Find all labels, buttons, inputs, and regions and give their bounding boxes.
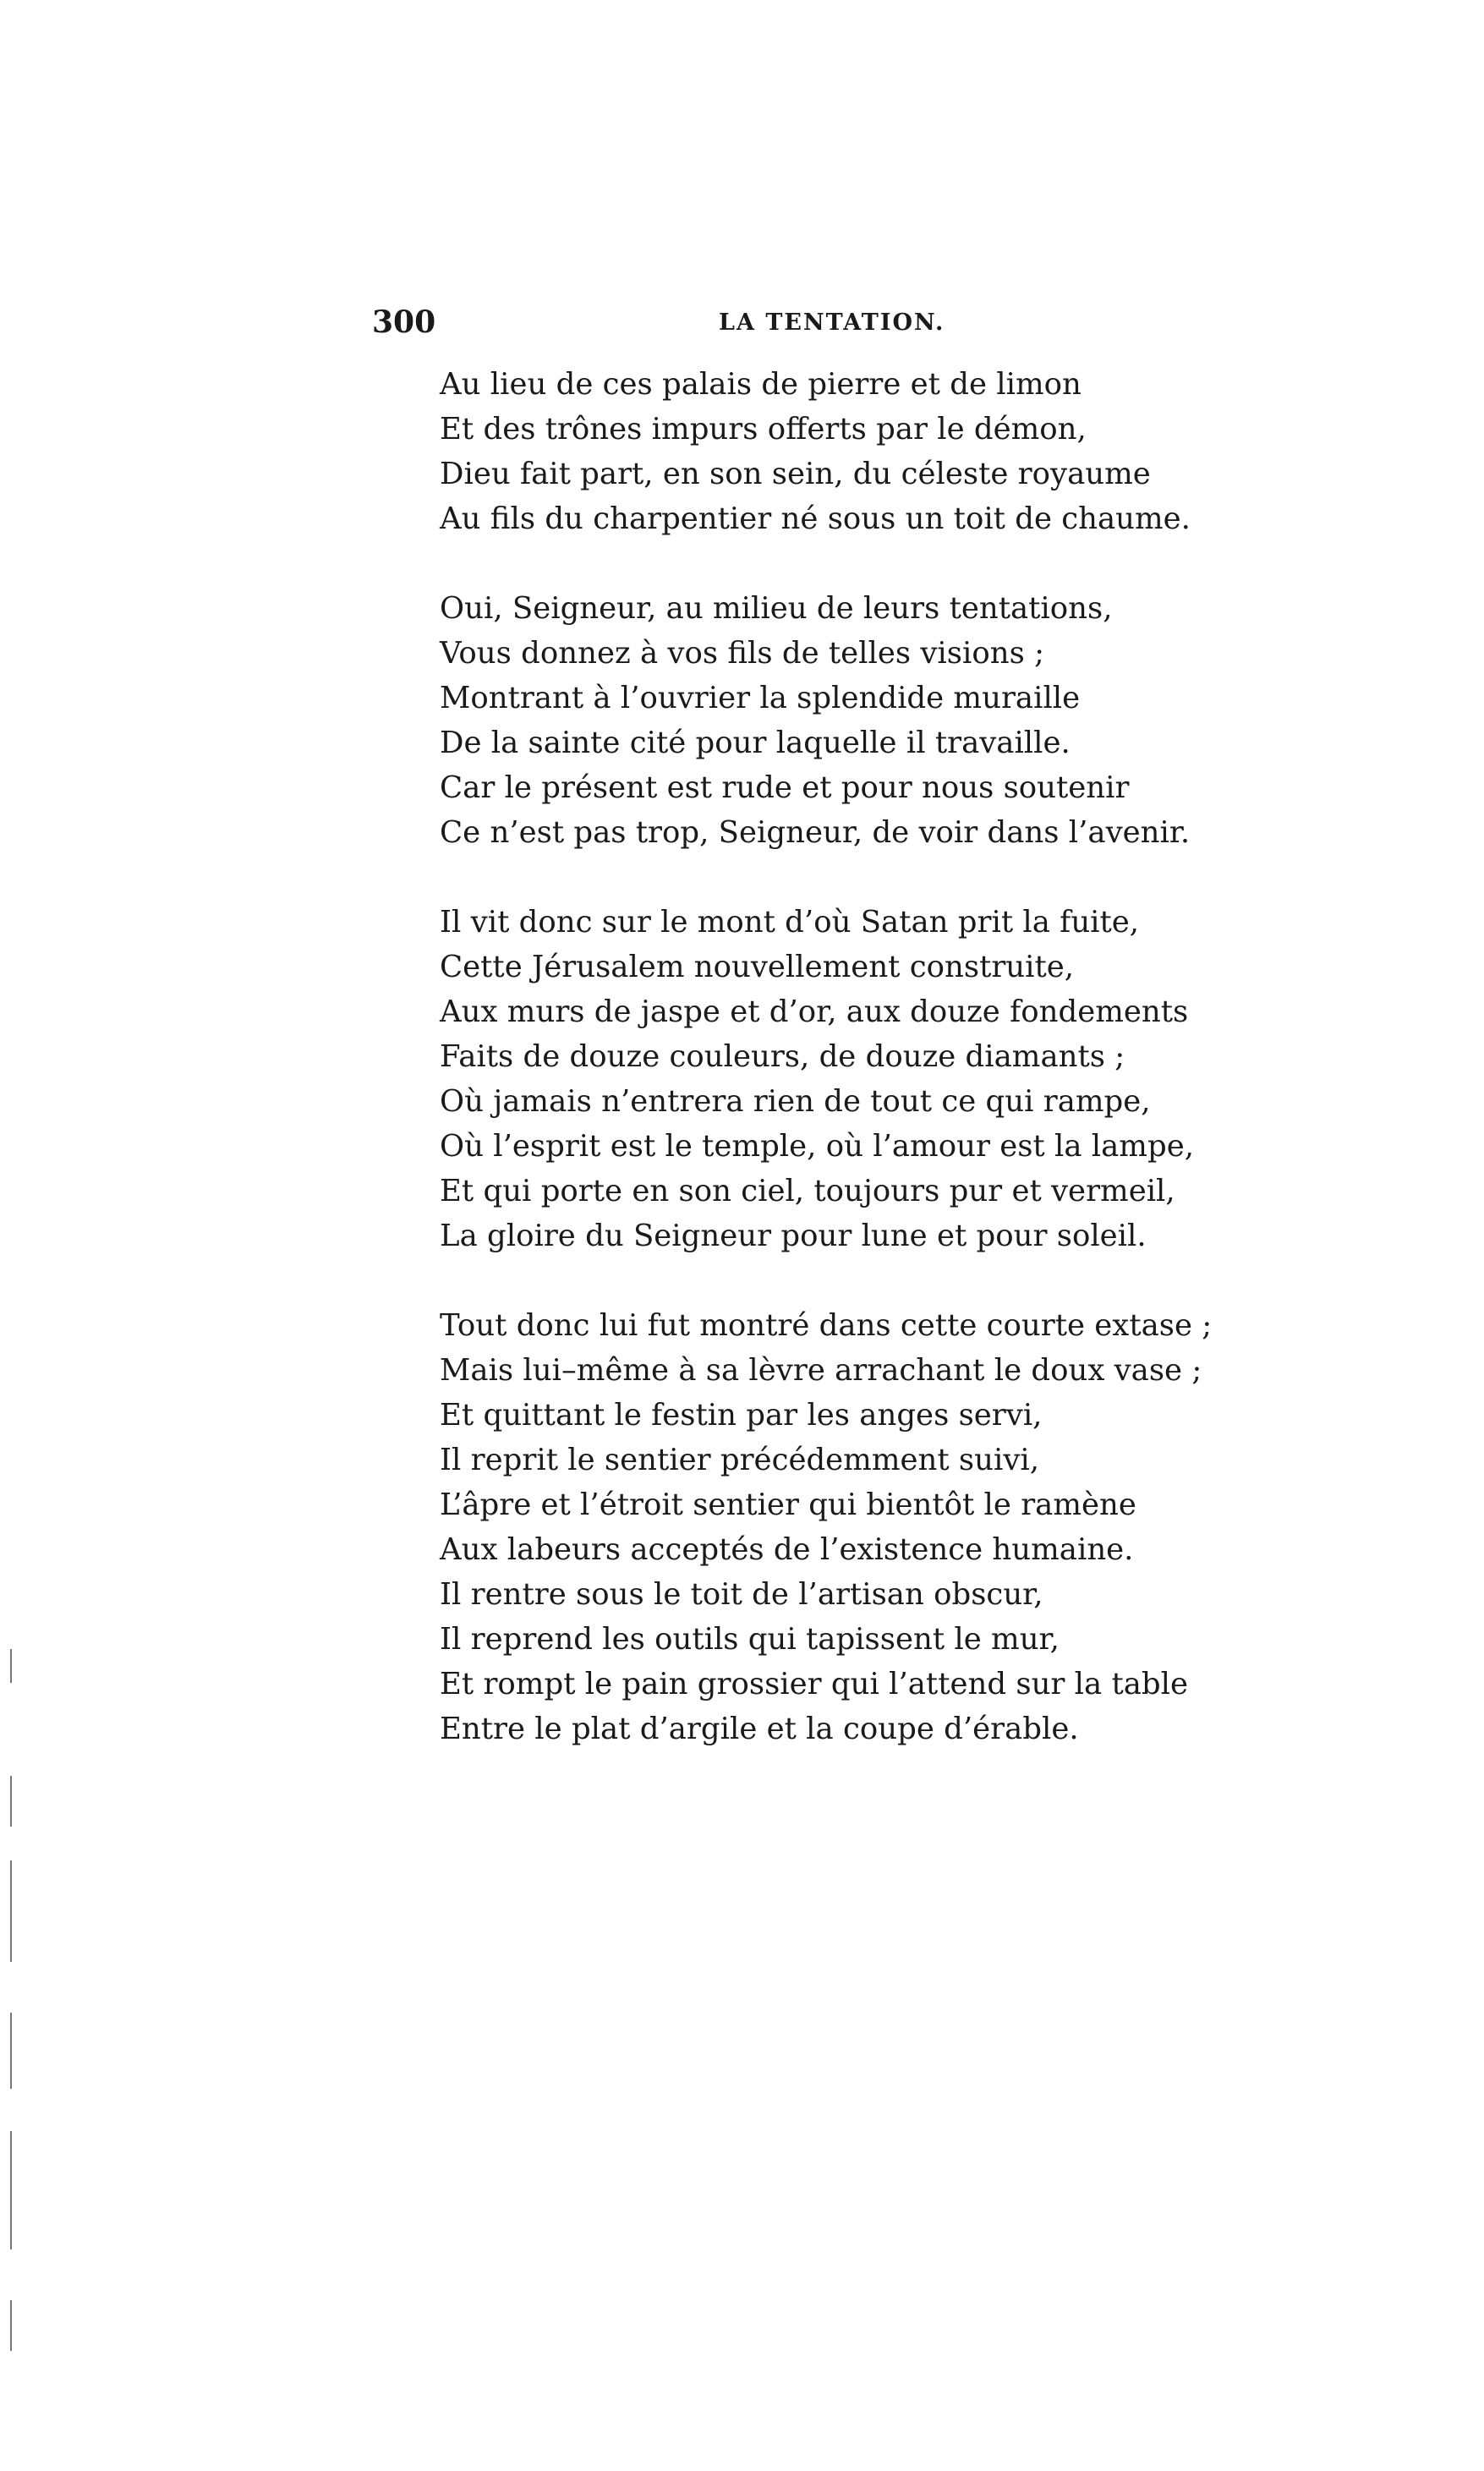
page-number: 300 [372,304,436,340]
verse-line: Et des trônes impurs offerts par le démon, [440,412,1087,447]
verse-line: Aux murs de jaspe et d’or, aux douze fondements [440,994,1189,1029]
verse-line: Au fils du charpentier né sous un toit de chaume. [440,501,1191,536]
verse-line: Il reprit le sentier précédemment suivi, [440,1443,1040,1477]
verse-line: Cette Jérusalem nouvellement construite, [440,950,1075,984]
page-header [372,304,1065,347]
scan-margin-mark [10,1776,12,1827]
stanza-1 [440,362,1285,541]
stanza-4 [440,1303,1285,1751]
verse-line: Il vit donc sur le mont d’où Satan prit la fuite, [440,905,1140,940]
verse-line: Tout donc lui fut montré dans cette courte extase ; [440,1308,1213,1343]
verse-line: Et rompt le pain grossier qui l’attend sur la table [440,1667,1189,1701]
verse-line: Entre le plat d’argile et la coupe d’érable. [440,1712,1079,1746]
verse-line: Mais lui–même à sa lèvre arrachant le doux vase ; [440,1353,1202,1388]
verse-line: Ce n’est pas trop, Seigneur, de voir dans l’avenir. [440,815,1191,850]
verse-line: De la sainte cité pour laquelle il travaille. [440,726,1071,760]
scan-margin-mark [10,2013,12,2089]
verse-line: La gloire du Seigneur pour lune et pour soleil. [440,1219,1147,1253]
verse-line: Aux labeurs acceptés de l’existence humaine. [440,1532,1134,1567]
poem-body [440,362,1285,1796]
verse-line: Dieu fait part, en son sein, du céleste royaume [440,457,1151,491]
verse-line: Au lieu de ces palais de pierre et de limon [440,367,1082,402]
verse-line: Car le présent est rude et pour nous soutenir [440,770,1130,805]
verse-line: Faits de douze couleurs, de douze diamants ; [440,1039,1125,1074]
running-title: LA TENTATION. [719,310,945,336]
verse-line: Où jamais n’entrera rien de tout ce qui rampe, [440,1084,1151,1119]
scan-margin-mark [10,2300,12,2351]
verse-line: Vous donnez à vos fils de telles visions ; [440,636,1045,671]
verse-line: Et quittant le festin par les anges servi, [440,1398,1043,1433]
verse-line: Il rentre sous le toit de l’artisan obscur, [440,1577,1043,1612]
verse-line: L’âpre et l’étroit sentier qui bientôt le ramène [440,1488,1136,1522]
verse-line: Il reprend les outils qui tapissent le mur, [440,1622,1060,1657]
scan-margin-mark [10,2131,12,2249]
verse-line: Montrant à l’ouvrier la splendide muraille [440,681,1081,715]
scan-margin-mark [10,1649,12,1683]
verse-line: Oui, Seigneur, au milieu de leurs tentations, [440,591,1113,626]
stanza-3 [440,900,1285,1258]
verse-line: Où l’esprit est le temple, où l’amour est la lampe, [440,1129,1194,1164]
verse-line: Et qui porte en son ciel, toujours pur et vermeil, [440,1174,1175,1208]
scan-margin-mark [10,1860,12,1962]
stanza-2 [440,586,1285,855]
